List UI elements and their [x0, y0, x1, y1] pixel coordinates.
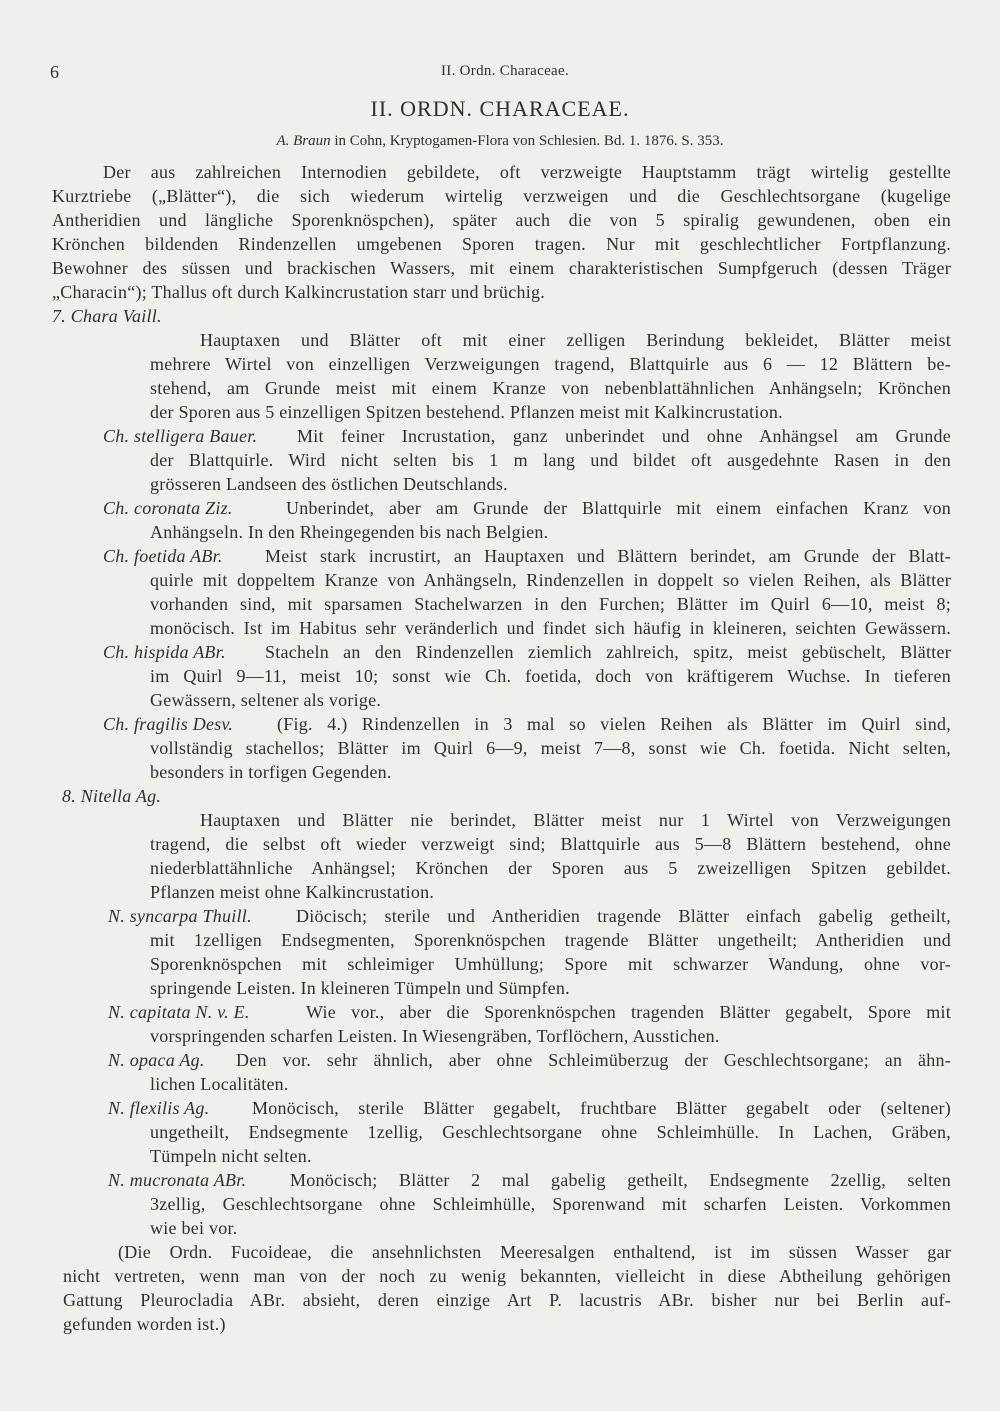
genus-description-line: Pflanzen meist ohne Kalkincrustation.: [150, 882, 435, 902]
citation: [0, 133, 1000, 150]
species-description-line: Wie vor., aber die Sporenknöspchen tragenden Blätter gegabelt, Spore mit: [306, 1002, 951, 1022]
intro-line: Bewohner des süssen und brackischen Wassers, mit einem charakteristischen Sumpfgeruch (dessen Träger: [52, 258, 951, 278]
species-description-line: ungetheilt, Endsegmente 1zellig, Geschlechtsorgane ohne Schleimhülle. In Lachen, Gräben,: [150, 1122, 951, 1142]
species-description-line: grösseren Landseen des östlichen Deutschlands.: [150, 474, 508, 494]
species-description-line: springende Leisten. In kleineren Tümpeln und Sümpfen.: [150, 978, 570, 998]
species-description-line: Den vor. sehr ähnlich, aber ohne Schleimüberzug der Geschlechtsorgane; an ähn-: [236, 1050, 951, 1070]
genus-description-line: mehrere Wirtel von einzelligen Verzweigungen tragend, Blattquirle aus 6 — 12 Blättern be-: [150, 354, 951, 374]
species-name: N. capitata N. v. E.: [108, 1002, 250, 1022]
closing-note-line: (Die Ordn. Fucoideae, die ansehnlichsten Meeresalgen enthaltend, ist im süssen Wasser gar: [118, 1242, 951, 1262]
citation-text: in Cohn, Kryptogamen-Flora von Schlesien. Bd. 1. 1876. S. 353.: [330, 133, 724, 149]
species-description-line: mit 1zelligen Endsegmenten, Sporenknöspchen tragende Blätter ungetheilt; Antheridien und: [150, 930, 951, 950]
species-description-line: der Blattquirle. Wird nicht selten bis 1 m lang und bildet oft ausgedehnte Rasen in den: [150, 450, 951, 470]
genus-description-line: stehend, am Grunde meist mit einem Kranze von nebenblattähnlichen Anhängseln; Krönchen: [150, 378, 951, 398]
species-description-line: Diöcisch; sterile und Antheridien tragende Blätter einfach gabelig getheilt,: [296, 906, 951, 926]
species-description-line: Monöcisch, sterile Blätter gegabelt, fruchtbare Blätter gegabelt oder (seltener): [252, 1098, 951, 1118]
species-description-line: quirle mit doppeltem Kranze von Anhängseln, Rindenzellen in doppelt so vielen Reihen, als Blätter: [150, 570, 951, 590]
species-description-line: Mit feiner Incrustation, ganz unberindet und ohne Anhängsel am Grunde: [297, 426, 951, 446]
page-number: 6: [50, 62, 59, 82]
species-description-line: Tümpeln nicht selten.: [150, 1146, 312, 1166]
genus-description-line: niederblattähnliche Anhängsel; Krönchen der Sporen aus 5 zweizelligen Spitzen gebildet.: [150, 858, 951, 878]
species-name: N. syncarpa Thuill.: [108, 906, 252, 926]
species-description-line: besonders in torfigen Gegenden.: [150, 762, 392, 782]
species-description-line: im Quirl 9—11, meist 10; sonst wie Ch. foetida, doch von kräftigerem Wuchse. In tieferen: [150, 666, 951, 686]
species-name: Ch. coronata Ziz.: [103, 498, 233, 518]
species-description-line: Gewässern, seltener als vorige.: [150, 690, 382, 710]
species-name: Ch. foetida ABr.: [103, 546, 223, 566]
citation-author: A. Braun: [276, 133, 331, 149]
intro-line: „Characin“); Thallus oft durch Kalkincrustation starr und brüchig.: [52, 282, 546, 302]
species-description-line: vollständig stachellos; Blätter im Quirl 6—9, meist 7—8, sonst wie Ch. foetida. Nicht selten,: [150, 738, 951, 758]
species-description-line: monöcisch. Ist im Habitus sehr veränderlich und findet sich häufig in kleineren, seichten Gewässern.: [150, 618, 951, 638]
species-name: Ch. stelligera Bauer.: [103, 426, 258, 446]
species-name: Ch. fragilis Desv.: [103, 714, 234, 734]
genus-description-line: Hauptaxen und Blätter oft mit einer zelligen Berindung bekleidet, Blätter meist: [200, 330, 951, 350]
species-description-line: Monöcisch; Blätter 2 mal gabelig getheilt, Endsegmente 2zellig, selten: [290, 1170, 951, 1190]
species-name: N. mucronata ABr.: [108, 1170, 247, 1190]
species-description-line: Unberindet, aber am Grunde der Blattquirle mit einem einfachen Kranz von: [286, 498, 951, 518]
species-name: N. opaca Ag.: [108, 1050, 205, 1070]
species-description-line: lichen Localitäten.: [150, 1074, 289, 1094]
species-name: N. flexilis Ag.: [108, 1098, 210, 1118]
genus-description-line: Hauptaxen und Blätter nie berindet, Blätter meist nur 1 Wirtel von Verzweigungen: [200, 810, 951, 830]
species-description-line: vorhanden sind, mit sparsamen Stachelwarzen in den Furchen; Blätter im Quirl 6—10, meist 8;: [150, 594, 951, 614]
genus-description-line: tragend, die selbst oft wieder verzweigt sind; Blattquirle aus 5—8 Blättern bestehend, ohne: [150, 834, 951, 854]
intro-line: Kurztriebe („Blätter“), die sich wiederum wirtelig verzweigen und die Geschlechtsorgane (kugelige: [52, 186, 951, 206]
intro-line: Der aus zahlreichen Internodien gebildete, oft verzweigte Hauptstamm trägt wirtelig gestellte: [103, 162, 951, 182]
closing-note-line: Gattung Pleurocladia ABr. absieht, deren einzige Art P. lacustris ABr. bisher nur bei Berlin auf-: [63, 1290, 951, 1310]
closing-note-line: gefunden worden ist.): [63, 1314, 226, 1334]
species-description-line: Sporenknöspchen mit schleimiger Umhüllung; Spore mit schwarzer Wandung, ohne vor-: [150, 954, 951, 974]
genus-description-line: der Sporen aus 5 einzelligen Spitzen bestehend. Pflanzen meist mit Kalkincrustation.: [150, 402, 783, 422]
closing-note-line: nicht vertreten, wenn man von der noch zu wenig bekannten, vielleicht in diese Abtheilung gehörigen: [63, 1266, 951, 1286]
intro-line: Krönchen bildenden Rindenzellen umgebenen Sporen tragen. Nur mit geschlechtlicher Fortpflanzung.: [52, 234, 951, 254]
species-description-line: vorspringenden scharfen Leisten. In Wiesengräben, Torflöchern, Ausstichen.: [150, 1026, 720, 1046]
genus-heading: 7. Chara Vaill.: [52, 306, 162, 326]
species-description-line: wie bei vor.: [150, 1218, 238, 1238]
species-name: Ch. hispida ABr.: [103, 642, 226, 662]
section-title: II. ORDN. CHARACEAE.: [370, 96, 630, 121]
species-description-line: Meist stark incrustirt, an Hauptaxen und Blättern berindet, am Grunde der Blatt-: [265, 546, 951, 566]
page-header: [50, 62, 960, 86]
genus-heading: 8. Nitella Ag.: [62, 786, 162, 806]
intro-line: Antheridien und längliche Sporenknöspchen), später auch die von 5 spiralig gewundenen, oben ein: [52, 210, 951, 230]
species-description-line: 3zellig, Geschlechtsorgane ohne Schleimhülle, Sporenwand mit scharfen Leisten. Vorkommen: [150, 1194, 951, 1214]
running-head: II. Ordn. Characeae.: [440, 63, 569, 79]
species-description-line: Anhängseln. In den Rheingegenden bis nach Belgien.: [150, 522, 549, 542]
species-description-line: Stacheln an den Rindenzellen ziemlich zahlreich, spitz, meist gebüschelt, Blätter: [265, 642, 951, 662]
species-description-line: (Fig. 4.) Rindenzellen in 3 mal so vielen Reihen als Blätter im Quirl sind,: [277, 714, 951, 734]
